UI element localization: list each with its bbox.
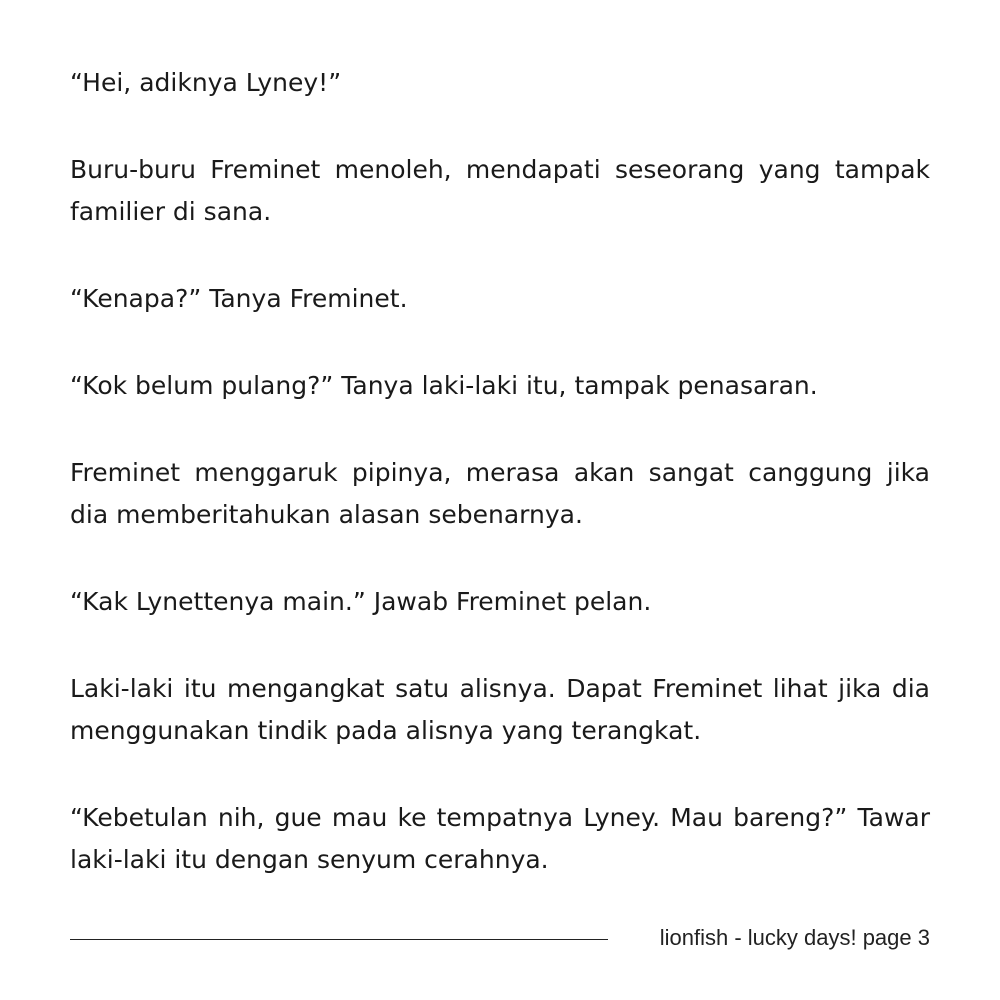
paragraph-4: “Kok belum pulang?” Tanya laki-laki itu, tampak penasaran.: [70, 371, 818, 400]
paragraph-7: Laki-laki itu mengangkat satu alisnya. Dapat Freminet lihat jika dia menggunakan tindik pada alisnya yang terangkat.: [70, 674, 930, 745]
paragraph-6: “Kak Lynettenya main.” Jawab Freminet pelan.: [70, 587, 652, 616]
paragraph-2: Buru-buru Freminet menoleh, mendapati seseorang yang tampak familier di sana.: [70, 155, 930, 226]
paragraph-1: “Hei, adiknya Lyney!”: [70, 68, 342, 97]
footer-divider: [70, 939, 608, 940]
page-footer: [70, 920, 930, 956]
paragraph-8: “Kebetulan nih, gue mau ke tempatnya Lyney. Mau bareng?” Tawar laki-laki itu dengan senyum cerahnya.: [70, 803, 930, 874]
story-page: [70, 62, 930, 926]
footer-caption: lionfish - lucky days! page 3: [659, 925, 930, 950]
paragraph-5: Freminet menggaruk pipinya, merasa akan sangat canggung jika dia memberitahukan alasan sebenarnya.: [70, 458, 930, 529]
paragraph-3: “Kenapa?” Tanya Freminet.: [70, 284, 408, 313]
